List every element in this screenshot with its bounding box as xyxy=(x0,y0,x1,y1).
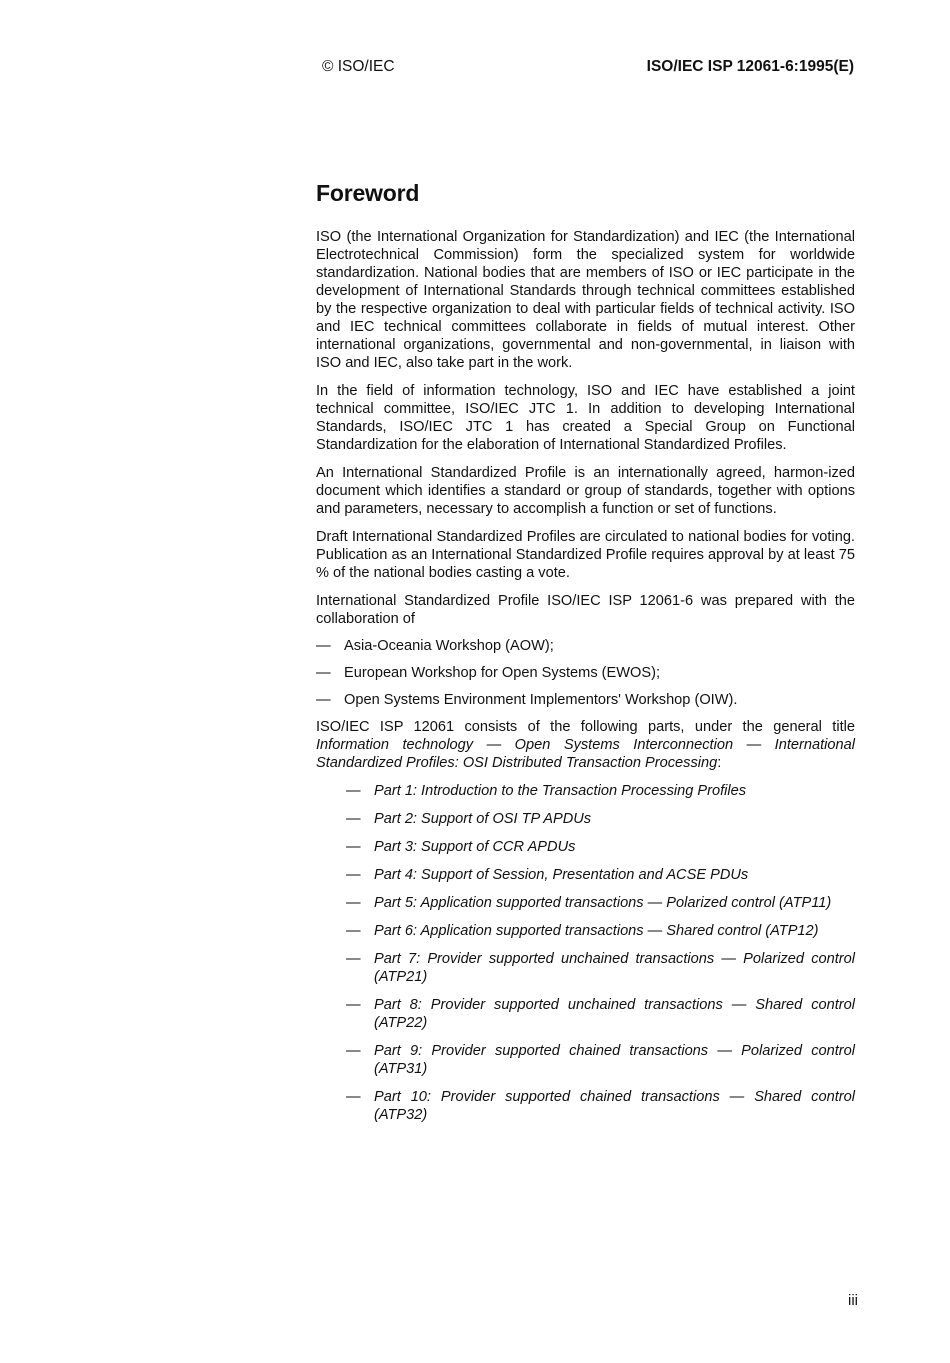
part-10: Part 10: Provider supported chained transactions — Shared control (ATP32) xyxy=(374,1089,855,1123)
page-number: iii xyxy=(848,1292,858,1309)
dash-bullet: — xyxy=(316,638,331,654)
dash-bullet: — xyxy=(346,1089,361,1105)
list-item xyxy=(346,810,855,828)
part-3: Part 3: Support of CCR APDUs xyxy=(374,839,576,855)
list-item xyxy=(316,637,855,655)
foreword-body xyxy=(316,228,855,1134)
document-id-header: ISO/IEC ISP 12061-6:1995(E) xyxy=(646,58,854,75)
collaborator-ewos: European Workshop for Open Systems (EWOS); xyxy=(344,665,661,681)
dash-bullet: — xyxy=(346,867,361,883)
dash-bullet: — xyxy=(346,951,361,967)
dash-bullet: — xyxy=(316,665,331,681)
part-8: Part 8: Provider supported unchained transactions — Shared control (ATP22) xyxy=(374,997,855,1031)
list-item xyxy=(316,691,855,709)
part-4: Part 4: Support of Session, Presentation and ACSE PDUs xyxy=(374,867,749,883)
parts-intro-end: : xyxy=(717,755,722,771)
paragraph-draft-voting: Draft International Standardized Profiles are circulated to national bodies for voting. Publication as an International Standardized Profile requires approval by at least 75 % of the national bodies casting a vote. xyxy=(316,529,855,581)
dash-bullet: — xyxy=(346,923,361,939)
list-item xyxy=(346,950,855,986)
part-9: Part 9: Provider supported chained transactions — Polarized control (ATP31) xyxy=(374,1043,855,1077)
part-5: Part 5: Application supported transactions — Polarized control (ATP11) xyxy=(374,895,832,911)
dash-bullet: — xyxy=(346,811,361,827)
part-2: Part 2: Support of OSI TP APDUs xyxy=(374,811,592,827)
list-item xyxy=(346,782,855,800)
paragraph-jtc1: In the field of information technology, ISO and IEC have established a joint technical committee, ISO/IEC JTC 1. In addition to developing International Standards, ISO/IEC JTC 1 has created a Special Group on Functional Standardization for the elaboration of International Standardized Profiles. xyxy=(316,383,855,453)
collaborator-oiw: Open Systems Environment Implementors' Workshop (OIW). xyxy=(344,692,738,708)
dash-bullet: — xyxy=(346,997,361,1013)
dash-bullet: — xyxy=(346,1043,361,1059)
part-1: Part 1: Introduction to the Transaction Processing Profiles xyxy=(374,783,747,799)
list-item xyxy=(316,664,855,682)
list-item xyxy=(346,1088,855,1124)
list-item xyxy=(346,838,855,856)
dash-bullet: — xyxy=(346,783,361,799)
collaborator-list xyxy=(316,637,855,709)
paragraph-collaboration: International Standardized Profile ISO/IEC ISP 12061-6 was prepared with the collaboration of xyxy=(316,593,855,627)
dash-bullet: — xyxy=(346,839,361,855)
list-item xyxy=(346,894,855,912)
general-title: Information technology — Open Systems Interconnection — International Standardized Profiles: OSI Distributed Transaction Processing xyxy=(316,737,855,771)
list-item xyxy=(346,996,855,1032)
paragraph-parts-intro xyxy=(316,718,855,772)
dash-bullet: — xyxy=(316,692,331,708)
list-item xyxy=(346,922,855,940)
paragraph-isp-definition: An International Standardized Profile is an internationally agreed, harmon-ized document which identifies a standard or group of standards, together with options and parameters, necessary to accomplish a function or set of functions. xyxy=(316,465,855,517)
list-item xyxy=(346,1042,855,1078)
page-title: Foreword xyxy=(316,180,420,206)
copyright-header: © ISO/IEC xyxy=(322,58,395,75)
dash-bullet: — xyxy=(346,895,361,911)
part-7: Part 7: Provider supported unchained transactions — Polarized control (ATP21) xyxy=(374,951,855,985)
parts-list xyxy=(316,782,855,1124)
list-item xyxy=(346,866,855,884)
part-6: Part 6: Application supported transactions — Shared control (ATP12) xyxy=(374,923,819,939)
collaborator-aow: Asia-Oceania Workshop (AOW); xyxy=(344,638,554,654)
paragraph-iso-iec: ISO (the International Organization for Standardization) and IEC (the International Electrotechnical Commission) form the specialized system for worldwide standardization. National bodies that are members of ISO or IEC participate in the development of International Standards through technical committees established by the respective organization to deal with particular fields of technical activity. ISO and IEC technical committees collaborate in fields of mutual interest. Other international organizations, governmental and non-governmental, in liaison with ISO and IEC, also take part in the work. xyxy=(316,229,855,371)
parts-intro-text: ISO/IEC ISP 12061 consists of the following parts, under the general title xyxy=(316,719,855,735)
